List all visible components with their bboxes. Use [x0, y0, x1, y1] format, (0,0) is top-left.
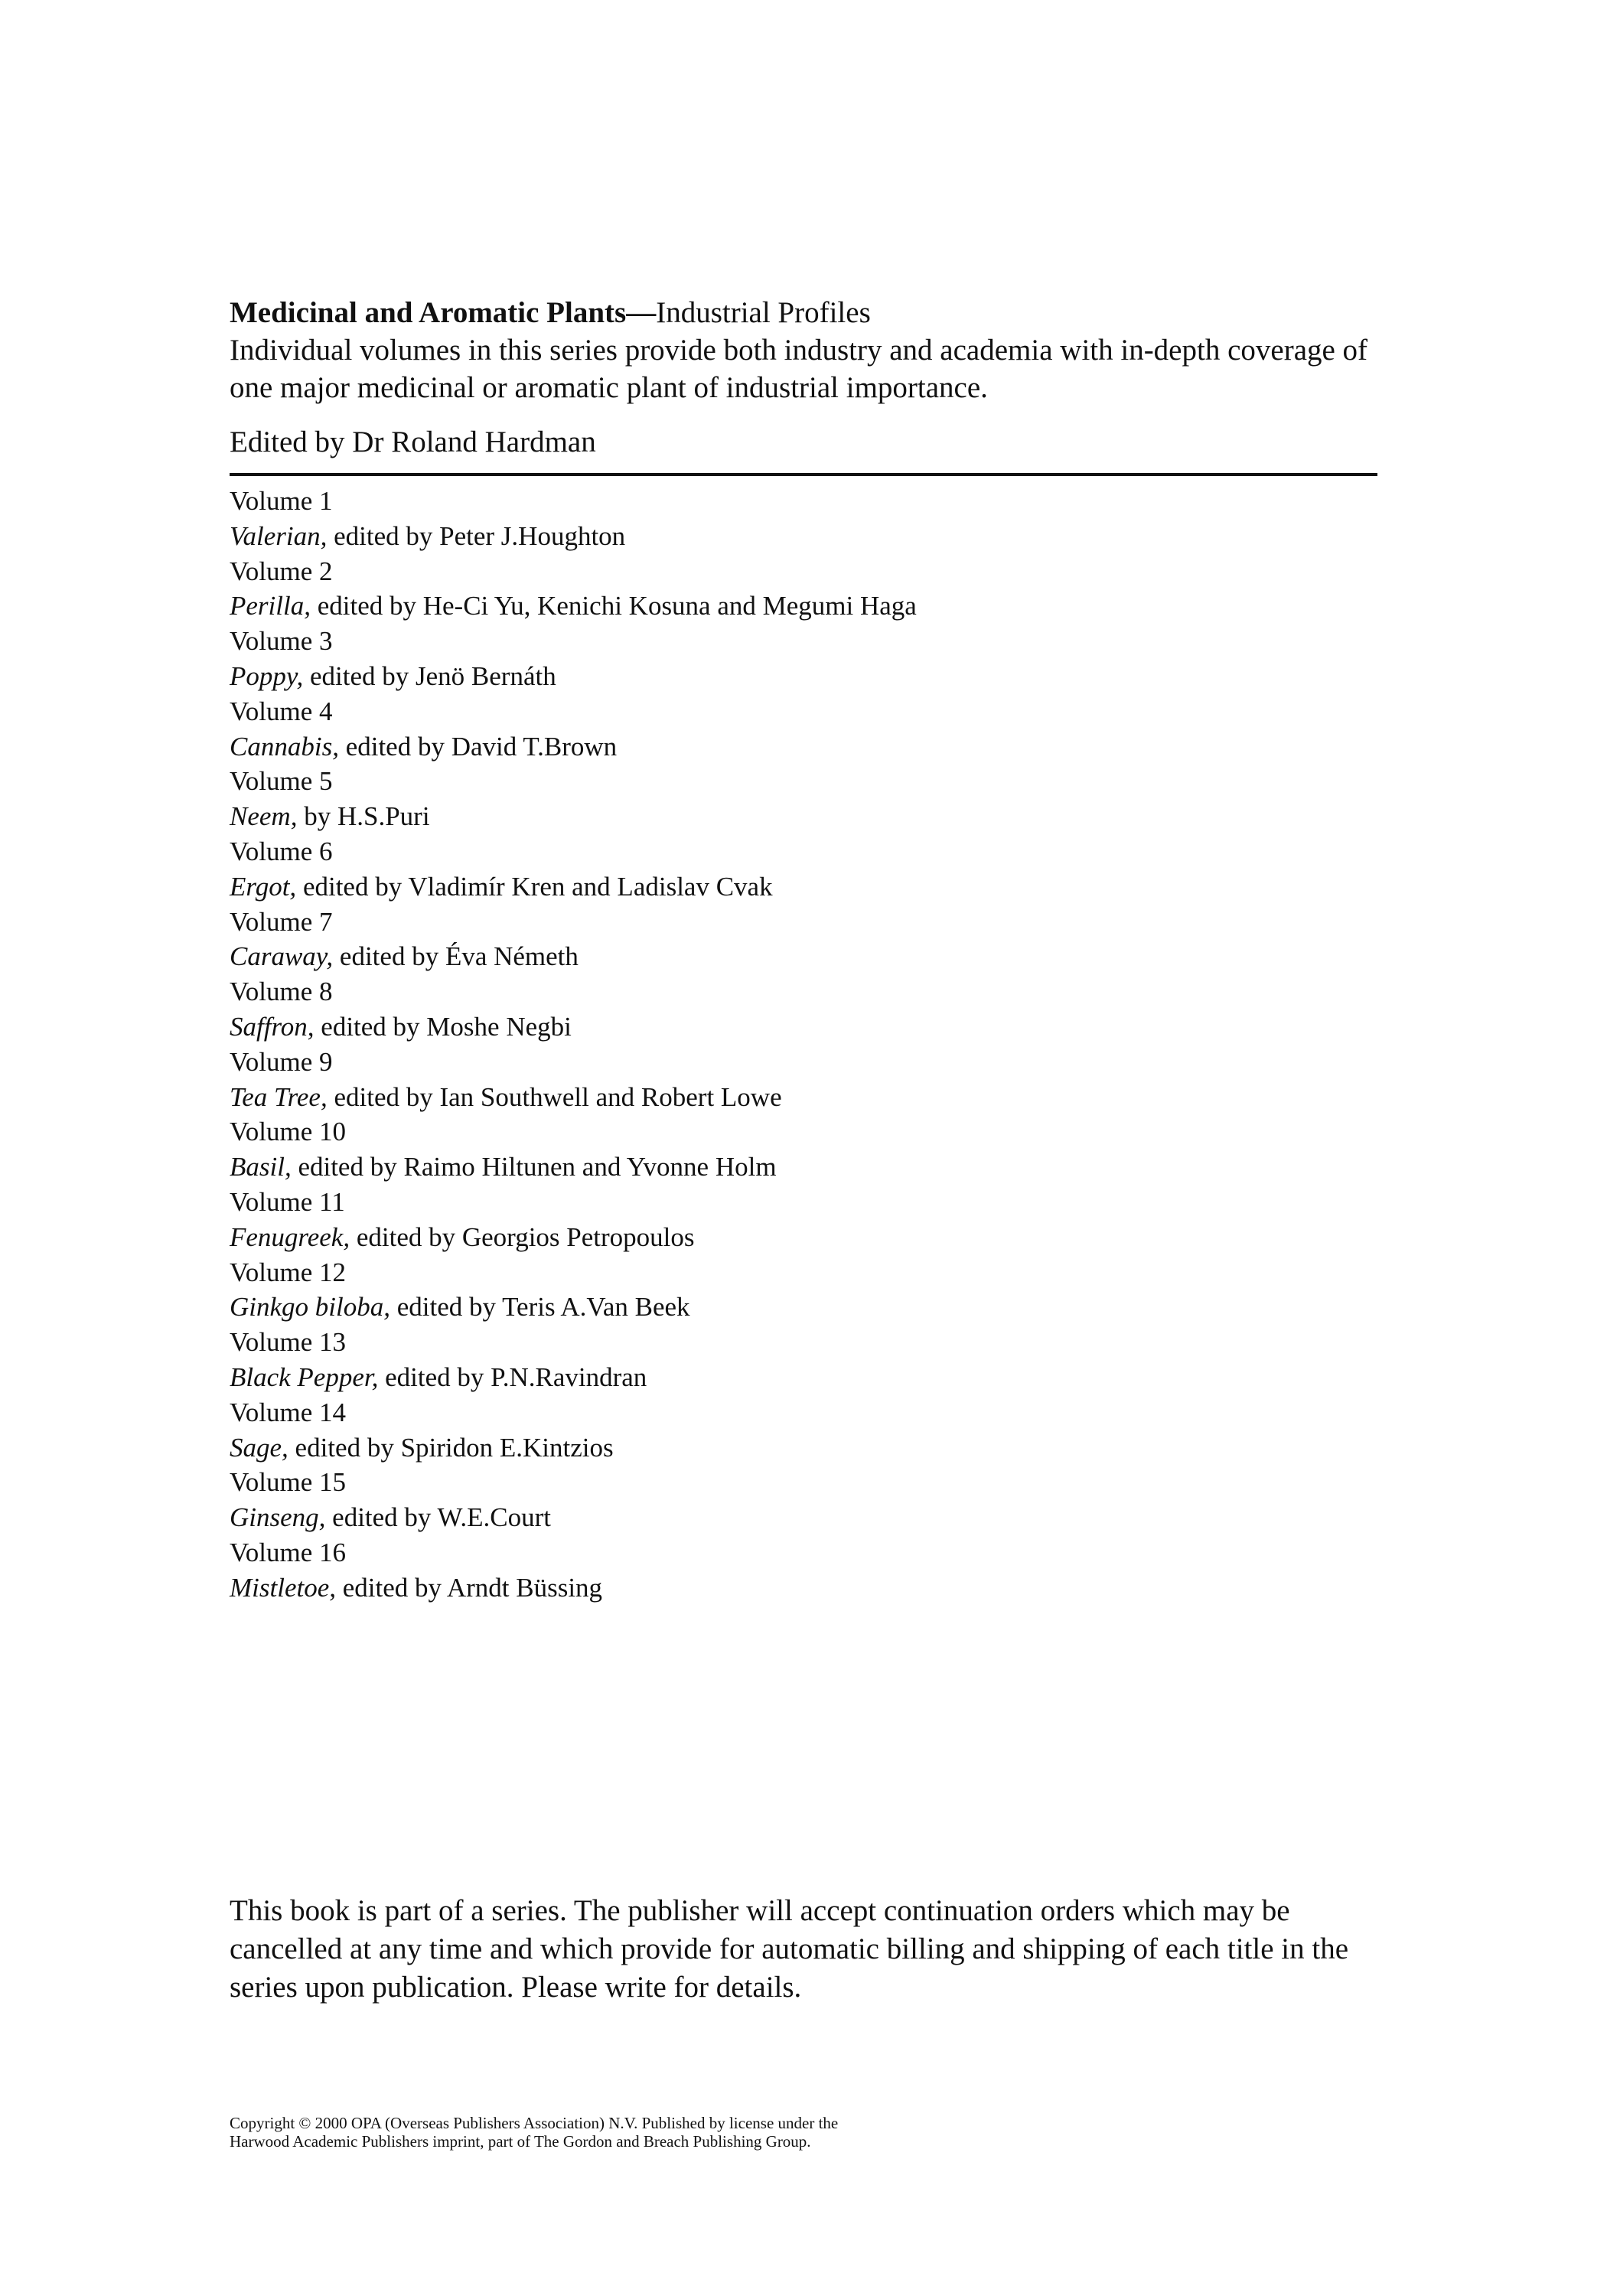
volume-editors: edited by Georgios Petropoulos: [350, 1221, 695, 1252]
volume-number: Volume 13: [230, 1327, 346, 1358]
volume-number: Volume 12: [230, 1257, 346, 1287]
volume-entry: [230, 554, 1377, 625]
volume-editors: edited by Jenö Bernáth: [303, 660, 556, 691]
volume-title: Fenugreek,: [230, 1221, 350, 1252]
volume-title: Perilla,: [230, 591, 311, 621]
volume-description: [230, 589, 1377, 624]
volume-entry: [230, 1185, 1377, 1255]
series-header: [230, 294, 1377, 476]
volume-entry: [230, 764, 1377, 834]
volume-editors: edited by Raimo Hiltunen and Yvonne Holm: [291, 1152, 777, 1182]
volume-title: Caraway,: [230, 941, 334, 972]
volume-title: Poppy,: [230, 660, 304, 691]
volume-editors: edited by Peter J.Houghton: [327, 520, 626, 551]
volume-entry: [230, 1395, 1377, 1466]
volume-title: Valerian,: [230, 520, 328, 551]
volume-title: Cannabis,: [230, 731, 339, 762]
volume-entry: [230, 1535, 1377, 1606]
volume-number: Volume 11: [230, 1186, 345, 1217]
volume-description: [230, 1080, 1377, 1115]
volume-number: Volume 4: [230, 696, 333, 726]
volume-title: Basil,: [230, 1152, 292, 1182]
volume-description: [230, 1360, 1377, 1395]
volume-entry: [230, 1045, 1377, 1115]
continuation-notice: This book is part of a series. The publisher will accept continuation orders which may be cancelled at any time and which provide for automatic billing and shipping of each title in the series upon publication. Please write for details.: [230, 1894, 1349, 2004]
volume-description: [230, 1430, 1377, 1466]
volume-description: [230, 1290, 1377, 1325]
volume-number: Volume 14: [230, 1397, 346, 1427]
volume-description: [230, 1570, 1377, 1606]
volume-editors: edited by He-Ci Yu, Kenichi Kosuna and Megumi Haga: [310, 591, 917, 621]
volume-number: Volume 7: [230, 906, 333, 937]
copyright-notice: [230, 2114, 1377, 2151]
volume-editors: edited by Teris A.Van Beek: [390, 1292, 690, 1322]
volume-number: Volume 9: [230, 1046, 333, 1077]
volume-entry: [230, 834, 1377, 905]
series-title: [230, 294, 1377, 331]
volume-editors: edited by Moshe Negbi: [314, 1011, 572, 1042]
volume-entry: [230, 624, 1377, 694]
volume-description: [230, 939, 1377, 974]
volume-entry: [230, 484, 1377, 554]
volume-description: [230, 659, 1377, 694]
volume-title: Ergot,: [230, 871, 297, 902]
volume-number: Volume 1: [230, 486, 333, 516]
volume-entry: [230, 974, 1377, 1045]
volume-title: Saffron,: [230, 1011, 315, 1042]
volume-editors: edited by Spiridon E.Kintzios: [288, 1432, 614, 1463]
copyright-line-1: Copyright © 2000 OPA (Overseas Publishers Association) N.V. Published by license under the: [230, 2114, 839, 2132]
volume-title: Ginkgo biloba,: [230, 1292, 390, 1322]
volume-editors: edited by Vladimír Kren and Ladislav Cvak: [296, 871, 773, 902]
volume-entry: [230, 1465, 1377, 1535]
volume-entry: [230, 1325, 1377, 1395]
volume-number: Volume 5: [230, 766, 333, 797]
volume-entry: [230, 905, 1377, 975]
volume-description: [230, 519, 1377, 554]
volume-editors: edited by Arndt Büssing: [336, 1572, 603, 1603]
volume-number: Volume 16: [230, 1537, 346, 1567]
volume-description: [230, 869, 1377, 905]
volume-description: [230, 1500, 1377, 1535]
volume-number: Volume 2: [230, 556, 333, 586]
series-title-main: Medicinal and Aromatic Plants—: [230, 296, 657, 329]
volume-description: [230, 1220, 1377, 1255]
volume-editors: edited by P.N.Ravindran: [378, 1362, 647, 1392]
series-description: Individual volumes in this series provide both industry and academia with in-depth coverage of one major medicinal or aromatic plant of industrial importance.: [230, 334, 1368, 404]
volume-title: Tea Tree,: [230, 1081, 328, 1112]
volume-title: Neem,: [230, 801, 298, 832]
volume-editors: edited by David T.Brown: [338, 731, 618, 762]
volume-title: Sage,: [230, 1432, 288, 1463]
volume-description: [230, 799, 1377, 834]
volume-description: [230, 729, 1377, 765]
volume-title: Mistletoe,: [230, 1572, 336, 1603]
volume-editors: edited by Ian Southwell and Robert Lowe: [327, 1081, 782, 1112]
volume-list: [230, 484, 1377, 1606]
volume-title: Black Pepper,: [230, 1362, 379, 1392]
volume-editors: edited by Éva Németh: [333, 941, 579, 972]
volume-description: [230, 1150, 1377, 1185]
volume-number: Volume 15: [230, 1467, 346, 1498]
volume-title: Ginseng,: [230, 1502, 326, 1533]
volume-number: Volume 10: [230, 1117, 346, 1147]
volume-number: Volume 6: [230, 836, 333, 866]
series-title-subtitle: Industrial Profiles: [656, 296, 871, 329]
volume-editors: by H.S.Puri: [297, 801, 430, 832]
volume-number: Volume 3: [230, 626, 333, 657]
volume-description: [230, 1009, 1377, 1045]
volume-entry: [230, 1255, 1377, 1326]
volume-entry: [230, 694, 1377, 765]
copyright-line-2: Harwood Academic Publishers imprint, part of The Gordon and Breach Publishing Group.: [230, 2132, 811, 2151]
volume-entry: [230, 1114, 1377, 1185]
volume-editors: edited by W.E.Court: [325, 1502, 551, 1533]
volume-number: Volume 8: [230, 977, 333, 1007]
series-editor: Edited by Dr Roland Hardman: [230, 423, 1377, 476]
